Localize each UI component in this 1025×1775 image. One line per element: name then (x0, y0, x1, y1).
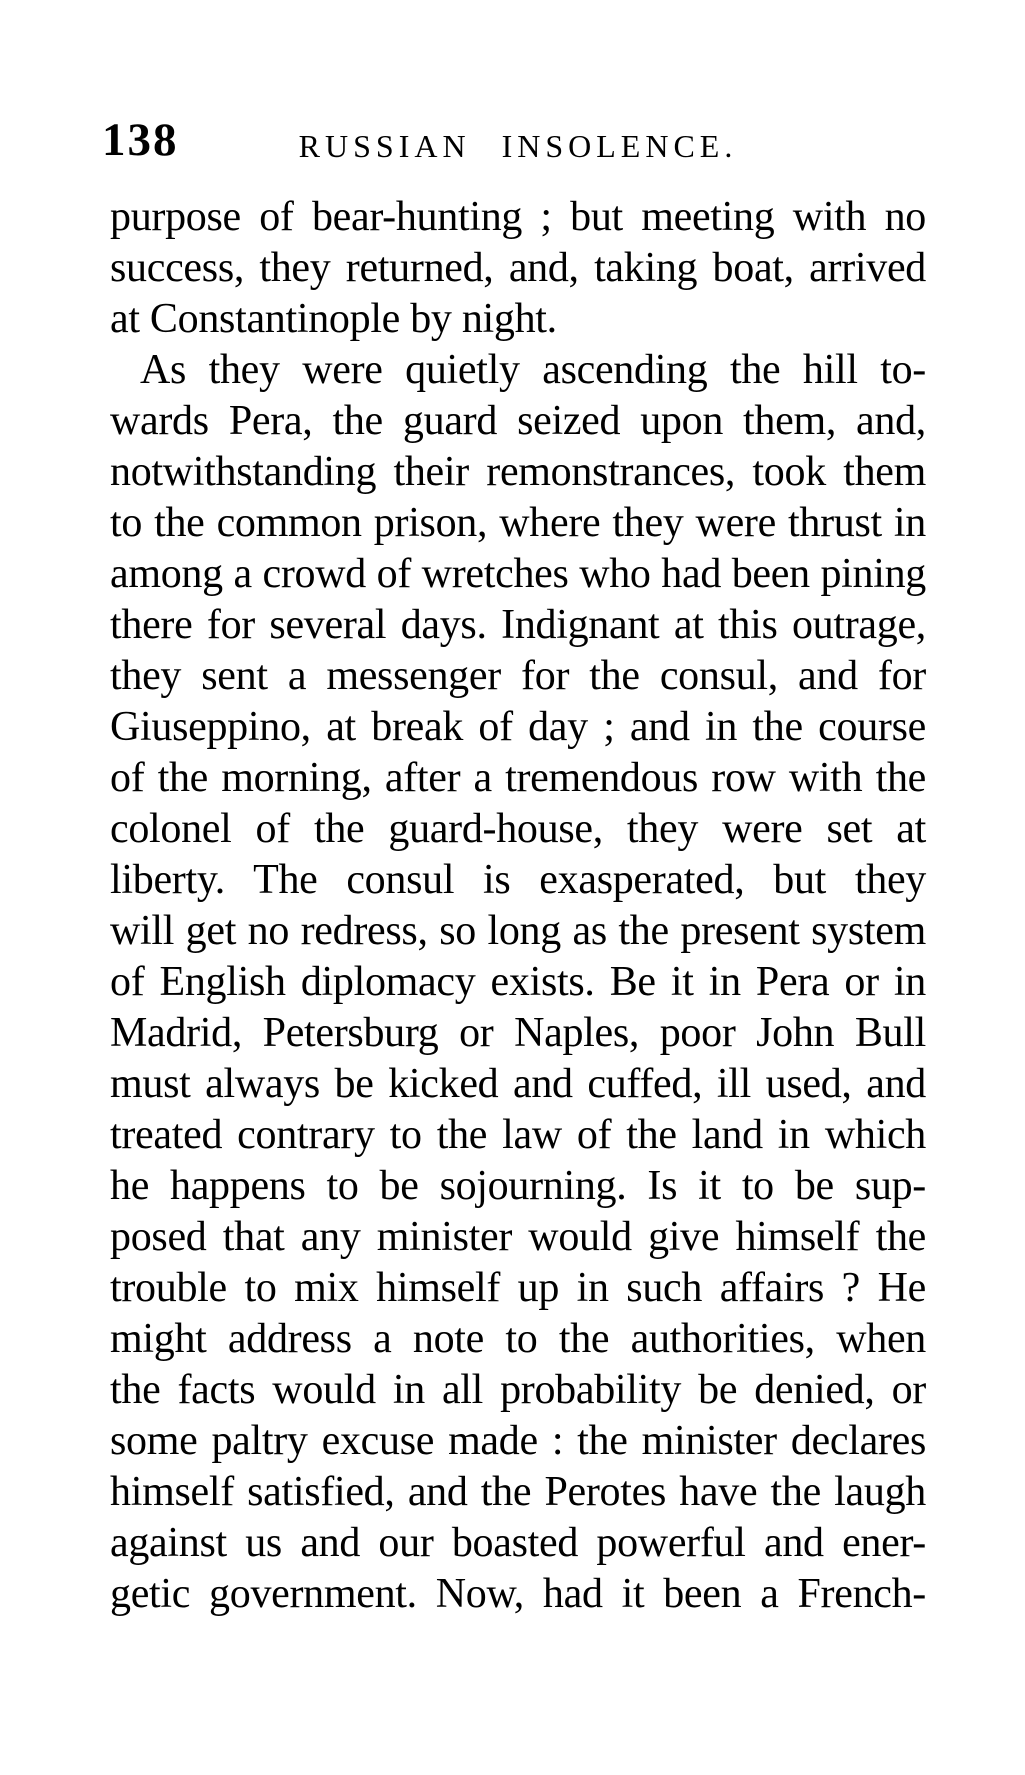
text-line: some paltry excuse made : the minister declares (110, 1418, 926, 1464)
text-line: against us and our boasted powerful and ener- (110, 1520, 926, 1566)
text-line: of English diplomacy exists. Be it in Pera or in (110, 959, 926, 1005)
text-line: must always be kicked and cuffed, ill used, and (110, 1061, 926, 1107)
text-line: success, they returned, and, taking boat, arrived (110, 245, 926, 291)
text-line: Madrid, Petersburg or Naples, poor John Bull (110, 1010, 926, 1056)
text-line: at Constantinople by night. (110, 296, 557, 342)
body-text (110, 192, 926, 1620)
text-line: will get no redress, so long as the present system (110, 908, 926, 954)
text-line: As they were quietly ascending the hill to- (140, 347, 926, 393)
text-line: of the morning, after a tremendous row with the (110, 755, 926, 801)
text-line: himself satisfied, and the Perotes have the laugh (110, 1469, 926, 1515)
text-line: wards Pera, the guard seized upon them, and, (110, 398, 926, 444)
text-line: notwithstanding their remonstrances, took them (110, 449, 926, 495)
text-line: liberty. The consul is exasperated, but they (110, 857, 926, 903)
text-line: he happens to be sojourning. Is it to be sup- (110, 1163, 926, 1209)
text-line: they sent a messenger for the consul, and for (110, 653, 926, 699)
text-line: might address a note to the authorities, when (110, 1316, 926, 1362)
text-line: posed that any minister would give himself the (110, 1214, 926, 1260)
text-line: treated contrary to the law of the land in which (110, 1112, 926, 1158)
page-number: 138 (102, 114, 179, 166)
text-line: among a crowd of wretches who had been pining (110, 551, 926, 597)
text-line: the facts would in all probability be denied, or (110, 1367, 926, 1413)
text-line: colonel of the guard-house, they were set at (110, 806, 926, 852)
text-line: there for several days. Indignant at this outrage, (110, 602, 926, 648)
text-line: to the common prison, where they were thrust in (110, 500, 926, 546)
running-header: RUSSIAN INSOLENCE. (298, 128, 738, 164)
text-line: getic government. Now, had it been a French- (110, 1571, 926, 1617)
text-line: Giuseppino, at break of day ; and in the course (110, 704, 926, 750)
text-line: purpose of bear-hunting ; but meeting with no (110, 194, 926, 240)
text-line: trouble to mix himself up in such affairs ? He (110, 1265, 926, 1311)
page-header (102, 114, 926, 168)
